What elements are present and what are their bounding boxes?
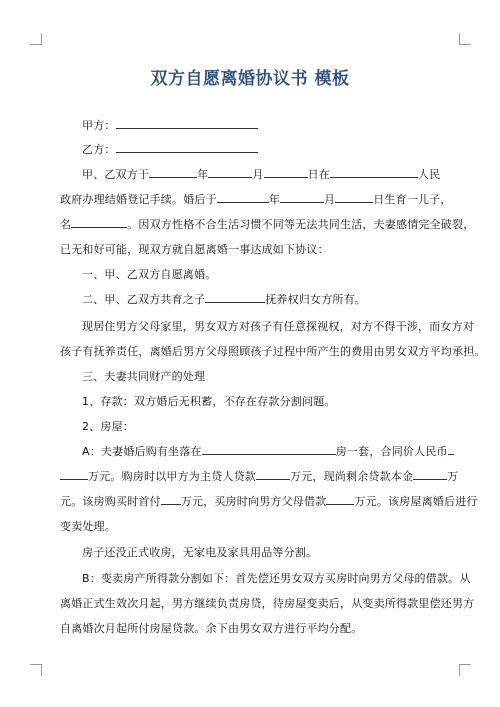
child-name-blank[interactable] (205, 292, 265, 303)
text: 月 (324, 193, 336, 206)
house-b-line2: 离婚正式生效次月起，男方继续负责房贷，待房屋变卖后，从变卖所得款里偿还男方 (60, 597, 475, 610)
birth-year-blank[interactable] (217, 192, 269, 203)
section-1: 一、甲、乙双方自愿离婚。 (82, 268, 217, 281)
text: 年 (197, 168, 209, 181)
text: 万 (447, 470, 459, 483)
party-b-line (82, 141, 258, 157)
section-3-2: 2、房屋： (82, 420, 134, 433)
text: 万元。该房屋离婚后进行 (354, 495, 478, 508)
para1-line4: 已无和好可能，现双方就自愿离婚一事达成如下协议： (60, 243, 329, 256)
text: 万元，买房时向男方父母借款 (180, 495, 327, 508)
text: 万元，现尚剩余贷款本金 (290, 470, 414, 483)
house-a-line2 (60, 468, 458, 484)
text: 。因双方性格不合生活习惯不同等无法共同生活，夫妻感情完全破裂， (127, 218, 475, 231)
para1-line1 (82, 166, 440, 182)
text: 万元。购房时以甲方为主贷人贷款 (88, 470, 256, 483)
house-a-line4: 变卖处理。 (60, 520, 116, 533)
marriage-year-blank[interactable] (149, 167, 197, 178)
party-a-line (82, 117, 258, 133)
section-2 (82, 291, 366, 307)
marriage-day-blank[interactable] (264, 167, 308, 178)
text: 年 (268, 193, 281, 206)
text: 抚养权归女方所有。 (265, 293, 367, 306)
house-b-line1: B：变卖房产所得款分割如下：首先偿还男女双方买房时向男方父母的借款。从 (82, 572, 471, 585)
text: 元。该房购买时首付 (60, 495, 161, 508)
house-location-blank[interactable] (202, 444, 336, 455)
remaining-loan-blank[interactable] (413, 469, 447, 480)
para1-line2 (60, 191, 452, 207)
text: 名 (60, 218, 72, 231)
marriage-month-blank[interactable] (208, 167, 252, 178)
text: 甲、乙双方于 (82, 168, 150, 181)
birth-day-blank[interactable] (335, 192, 373, 203)
text: A：夫妻婚后购有坐落在 (82, 445, 202, 458)
down-payment-blank[interactable] (161, 494, 181, 505)
text: 政府办理结婚登记手续。婚后于 (60, 193, 217, 206)
party-a-label: 甲方： (82, 119, 116, 132)
party-b-label: 乙方： (82, 143, 116, 156)
text: 房一套，合同价人民币 (335, 445, 448, 458)
text: 人民 (418, 168, 441, 181)
house-b-line3: 自离婚次月起所付房屋贷款。余下由男女双方进行平均分配。 (60, 622, 363, 635)
crop-mark-bottom-right (459, 664, 471, 676)
parents-loan-blank[interactable] (326, 494, 354, 505)
para3: 房子还没正式收房，无家电及家具用品等分割。 (82, 546, 318, 559)
document-title: 双方自愿离婚协议书 模板 (150, 69, 350, 89)
para2-line2: 孩子有抚养责任，离婚后男方父母照顾孩子过程中所产生的费用由男女双方平均承担。 (60, 345, 486, 358)
text: 日生育一儿子， (373, 193, 452, 206)
text: 月 (252, 168, 264, 181)
son-name-blank[interactable] (71, 217, 127, 228)
crop-mark-bottom-left (30, 664, 42, 676)
contract-price-blank-2[interactable] (60, 469, 88, 480)
party-a-blank[interactable] (116, 118, 258, 129)
party-b-blank[interactable] (116, 142, 258, 153)
house-a-line3 (60, 493, 478, 509)
text: 日在 (307, 168, 331, 181)
crop-mark-top-right (459, 33, 471, 45)
text: 二、甲、乙双方共育之子 (82, 293, 206, 306)
loan-amount-blank[interactable] (256, 469, 290, 480)
para1-line3 (60, 216, 474, 232)
contract-price-blank[interactable] (448, 444, 454, 455)
para2-line1: 现居住男方父母家里，男女双方对孩子有任意探视权，对方不得干涉，而女方对 (82, 320, 474, 333)
section-3-1: 1、存款：双方婚后无积蓄，不存在存款分割问题。 (82, 395, 336, 408)
crop-mark-top-left (30, 33, 42, 45)
section-3: 三、夫妻共同财产的处理 (82, 370, 206, 383)
birth-month-blank[interactable] (280, 192, 324, 203)
registration-place-blank[interactable] (330, 167, 418, 178)
house-a-line1 (82, 443, 454, 459)
